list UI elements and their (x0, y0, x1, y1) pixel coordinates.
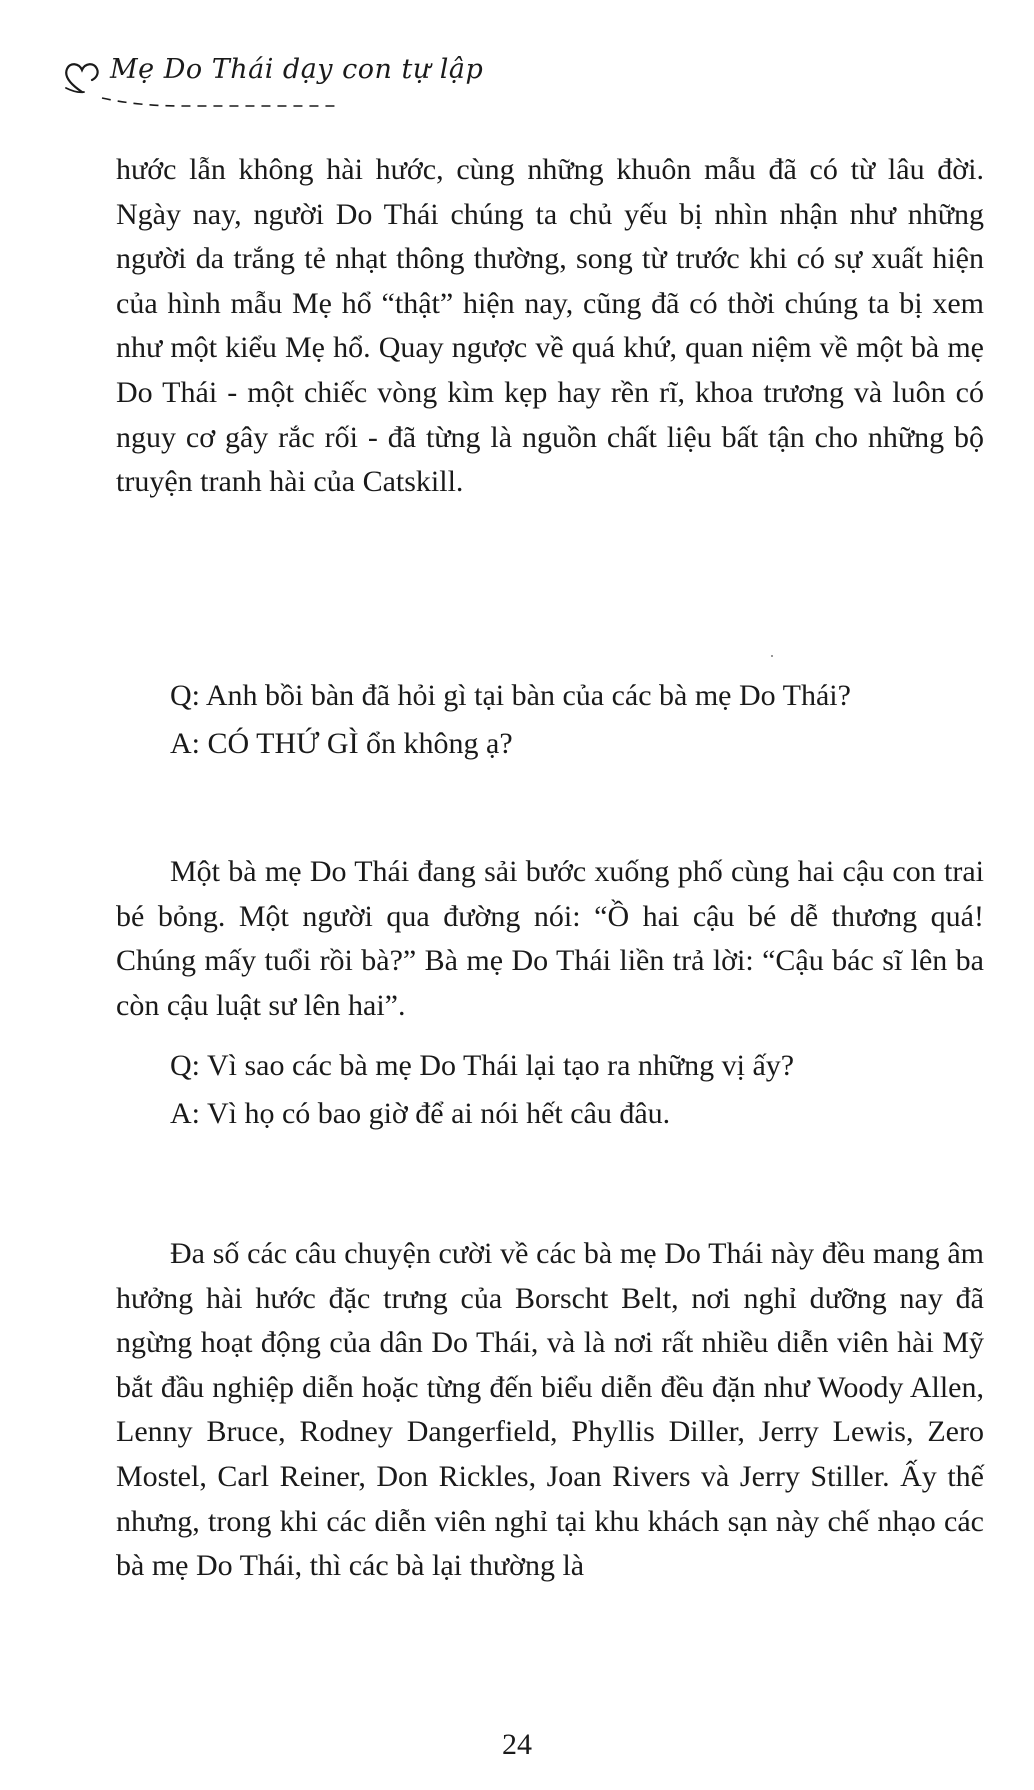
paragraph-text: Đa số các câu chuyện cười về các bà mẹ Do Thái này đều mang âm hưởng hài hước đặc trưng của Borscht Belt, nơi nghỉ dưỡng nay đã ngừng hoạt động của dân Do Thái, và là nơi rất nhiều diễn viên hài Mỹ bắt đầu nghiệp diễn hoặc từng đến biểu diễn đều đặn như Woody Allen, Lenny Bruce, Rodney Dangerfield, Phyllis Diller, Jerry Lewis, Zero Mostel, Carl Reiner, Don Rickles, Joan Rivers và Jerry Stiller. Ấy thế nhưng, trong khi các diễn viên nghỉ tại khu khách sạn này chế nhạo các bà mẹ Do Thái, thì các bà lại thường là (116, 1237, 984, 1583)
running-header (62, 48, 484, 108)
joke-qa-1 (170, 672, 970, 768)
joke-question: Q: Anh bồi bàn đã hỏi gì tại bàn của các bà mẹ Do Thái? (170, 679, 851, 712)
joke-question: Q: Vì sao các bà mẹ Do Thái lại tạo ra những vị ấy? (170, 1049, 795, 1082)
heart-icon (62, 58, 102, 98)
paragraph-text: Một bà mẹ Do Thái đang sải bước xuống phố cùng hai cậu con trai bé bỏng. Một người qua đường nói: “Ồ hai cậu bé dễ thương quá! Chúng mấy tuổi rồi bà?” Bà mẹ Do Thái liền trả lời: “Cậu bác sĩ lên ba còn cậu luật sư lên hai”. (116, 855, 984, 1022)
print-speck (771, 655, 773, 657)
body-paragraph-2 (116, 850, 984, 1028)
book-title: Mẹ Do Thái dạy con tự lập (110, 54, 484, 85)
body-paragraph-3 (116, 1232, 984, 1589)
joke-answer: A: Vì họ có bao giờ để ai nói hết câu đâu. (170, 1097, 671, 1130)
paragraph-text: hước lẫn không hài hước, cùng những khuôn mẫu đã có từ lâu đời. Ngày nay, người Do Thái chúng ta chủ yếu bị nhìn nhận như những người da trắng tẻ nhạt thông thường, song từ trước khi có sự xuất hiện của hình mẫu Mẹ hổ “thật” hiện nay, cũng đã có thời chúng ta bị xem như một kiểu Mẹ hổ. Quay ngược về quá khứ, quan niệm về một bà mẹ Do Thái - một chiếc vòng kìm kẹp hay rền rĩ, khoa trương và luôn có nguy cơ gây rắc rối - đã từng là nguồn chất liệu bất tận cho những bộ truyện tranh hài của Catskill. (116, 153, 984, 499)
joke-qa-2 (170, 1042, 970, 1138)
decorative-dashed-line (100, 96, 340, 108)
page-number: 24 (502, 1728, 532, 1761)
joke-answer: A: CÓ THỨ GÌ ổn không ạ? (170, 727, 513, 760)
body-paragraph-1 (116, 148, 984, 505)
